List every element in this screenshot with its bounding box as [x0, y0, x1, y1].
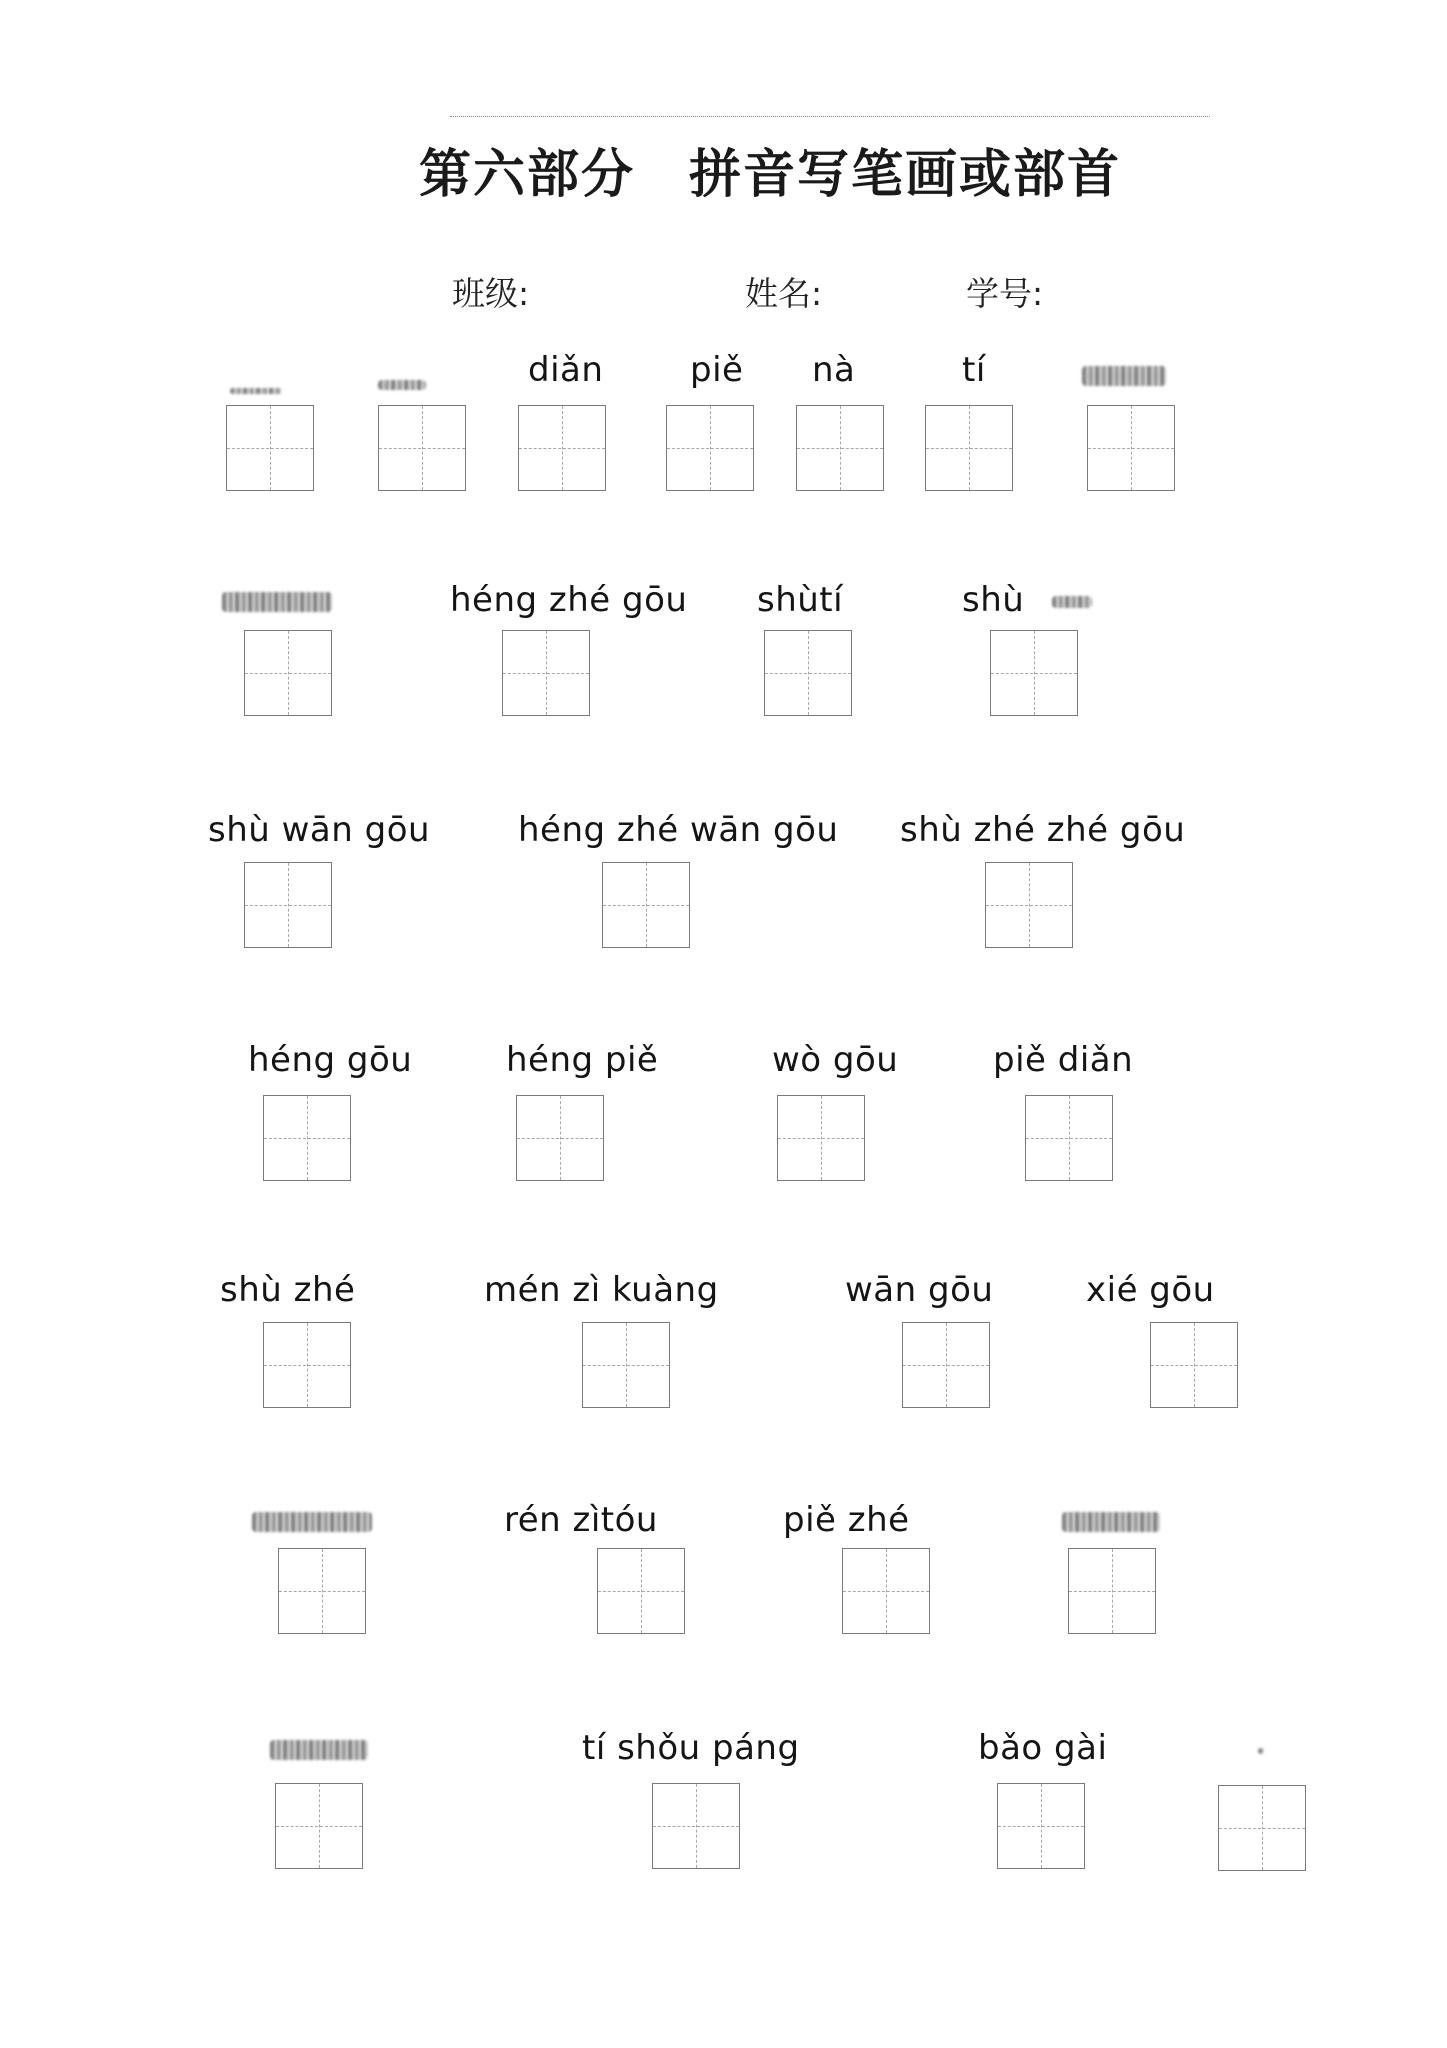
pinyin-label: shù zhé [220, 1270, 356, 1310]
writing-box[interactable] [1025, 1095, 1113, 1181]
writing-box[interactable] [990, 630, 1078, 716]
writing-box[interactable] [925, 405, 1013, 491]
writing-box[interactable] [597, 1548, 685, 1634]
title-text: 拼音写笔画或部首 [689, 144, 1122, 205]
writing-box[interactable] [1087, 405, 1175, 491]
writing-box[interactable] [244, 630, 332, 716]
pinyin-label: héng zhé wān gōu [518, 810, 839, 850]
writing-box[interactable] [602, 862, 690, 948]
writing-box[interactable] [902, 1322, 990, 1408]
pinyin-label: mén zì kuàng [484, 1270, 719, 1310]
pinyin-label: diǎn [528, 350, 604, 390]
pinyin-label: héng zhé gōu [450, 580, 688, 620]
writing-box[interactable] [652, 1783, 740, 1869]
writing-box[interactable] [1218, 1785, 1306, 1871]
blurred-label [222, 592, 332, 612]
writing-box[interactable] [278, 1548, 366, 1634]
pinyin-label: shù wān gōu [208, 810, 431, 850]
pinyin-label: shù zhé zhé gōu [900, 810, 1186, 850]
pinyin-label: shù [962, 580, 1025, 620]
pinyin-label: nà [812, 350, 856, 390]
top-rule [450, 116, 1210, 117]
pinyin-label: héng gōu [248, 1040, 413, 1080]
pinyin-label: héng piě [506, 1040, 659, 1080]
pinyin-label: shùtí [757, 580, 844, 620]
writing-box[interactable] [244, 862, 332, 948]
blurred-label [270, 1740, 368, 1760]
writing-box[interactable] [666, 405, 754, 491]
writing-box[interactable] [502, 630, 590, 716]
writing-box[interactable] [764, 630, 852, 716]
pinyin-label: wò gōu [772, 1040, 899, 1080]
blurred-label [378, 380, 426, 390]
pinyin-label: wān gōu [845, 1270, 994, 1310]
writing-box[interactable] [582, 1322, 670, 1408]
pinyin-label: tí [962, 350, 986, 390]
page-title [0, 132, 1447, 207]
title-part: 第六部分 [418, 144, 635, 205]
pinyin-label: tí shǒu páng [582, 1728, 800, 1768]
writing-box[interactable] [263, 1095, 351, 1181]
id-label: 学号: [966, 274, 1044, 313]
writing-box[interactable] [516, 1095, 604, 1181]
writing-box[interactable] [378, 405, 466, 491]
blurred-label [1258, 1748, 1264, 1754]
writing-box[interactable] [985, 862, 1073, 948]
class-label: 班级: [452, 274, 530, 313]
writing-box[interactable] [796, 405, 884, 491]
name-label: 姓名: [745, 274, 823, 313]
pinyin-label: piě diǎn [993, 1040, 1134, 1080]
pinyin-label: piě zhé [783, 1500, 910, 1540]
pinyin-label: xié gōu [1086, 1270, 1215, 1310]
writing-box[interactable] [263, 1322, 351, 1408]
blurred-label [1052, 596, 1092, 608]
blurred-label [230, 388, 282, 394]
pinyin-label: bǎo gài [978, 1728, 1108, 1768]
writing-box[interactable] [997, 1783, 1085, 1869]
writing-box[interactable] [226, 405, 314, 491]
writing-box[interactable] [1068, 1548, 1156, 1634]
pinyin-label: rén zìtóu [504, 1500, 658, 1540]
writing-box[interactable] [777, 1095, 865, 1181]
writing-box[interactable] [518, 405, 606, 491]
pinyin-label: piě [690, 350, 744, 390]
writing-box[interactable] [1150, 1322, 1238, 1408]
blurred-label [1082, 366, 1166, 386]
blurred-label [1062, 1512, 1160, 1532]
writing-box[interactable] [275, 1783, 363, 1869]
writing-box[interactable] [842, 1548, 930, 1634]
blurred-label [252, 1512, 372, 1532]
